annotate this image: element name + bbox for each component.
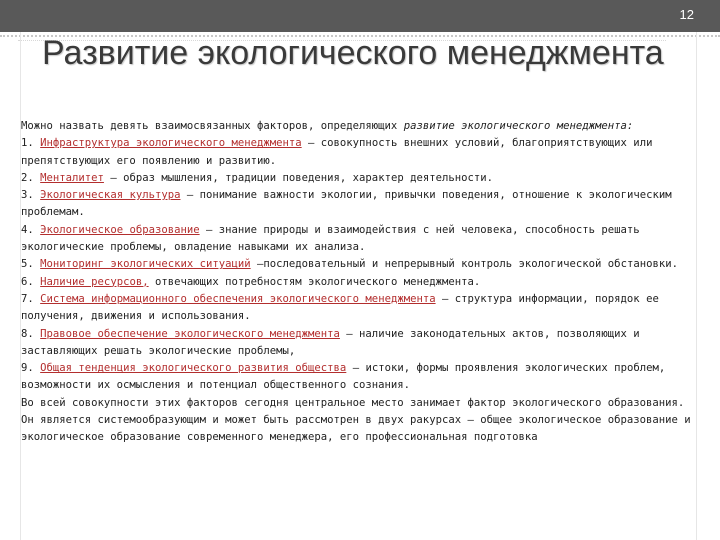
factor-term-link[interactable]: Менталитет [40,171,104,184]
factor-term-link[interactable]: Мониторинг экологических ситуаций [40,258,251,271]
factor-number: 9. [21,362,34,375]
factor-number: 2. [21,171,34,184]
factor-item [7,222,697,257]
factor-term-link[interactable]: Система информационного обеспечения экологического менеджмента [40,292,436,305]
factor-term-link[interactable]: Правовое обеспечение экологического менеджмента [40,327,340,340]
factor-description: – наличие законодательных актов, позволяющих и заставляющих решать экологические проблемы, [21,327,640,357]
factor-term-link[interactable]: Экологическая культура [40,189,181,202]
factor-list [7,135,697,394]
factor-term-link[interactable]: Инфраструктура экологического менеджмента [40,137,302,150]
factor-number: 1. [21,137,34,150]
factor-number: 4. [21,223,34,236]
factor-term-link[interactable]: Экологическое образование [40,223,200,236]
factor-item [7,360,697,395]
intro-emphasis: развитие экологического менеджмента: [403,120,634,132]
factor-number: 8. [21,327,34,340]
factor-item [7,187,697,222]
top-bar [0,0,720,32]
factor-description: – совокупность внешних условий, благоприятствующих или препятствующих его появлению и развитию. [21,137,653,167]
factor-description: – знание природы и взаимодействия с ней человека, способность решать экологические проблемы, овладение навыками их анализа. [21,223,640,254]
factor-description: – понимание важности экологии, привычки поведения, отношение к экологическим проблемам. [21,189,672,219]
factor-item [7,256,697,273]
factor-item [7,291,697,326]
factor-number: 3. [21,189,34,202]
conclusion-paragraph: Во всей совокупности этих факторов сегодня центральное место занимает фактор экологического образования. Он является системообразующим и может быть рассмотрен в двух ракурсах – общее экологическое образование и экологическое образование современного менеджера, его профессиональная подготовка [21,396,691,444]
factor-number: 7. [21,292,34,305]
page-number: 12 [679,7,694,22]
intro-text: Можно назвать девять взаимосвязанных факторов, определяющих [21,120,404,132]
factor-number: 6. [21,275,34,288]
factor-item [7,135,697,170]
slide-title: Развитие экологического менеджмента [42,34,664,72]
factor-description: – образ мышления, традиции поведения, характер деятельности. [103,171,493,184]
factor-number: 5. [21,258,34,271]
factor-description: – структура информации, порядок ее получения, движения и использования. [21,292,659,323]
factor-item [7,274,697,291]
factor-term-link[interactable]: Наличие ресурсов, [40,275,149,288]
intro-paragraph [7,118,697,135]
factor-description: –последовательный и непрерывный контроль экологической обстановки. [250,258,678,271]
factor-item [7,170,697,187]
factor-description: отвечающих потребностям экологического менеджмента. [148,275,481,288]
factor-term-link[interactable]: Общая тенденция экологического развития общества [40,362,347,375]
slide-body [7,118,697,447]
factor-item [7,326,697,361]
factor-description: – истоки, формы проявления экологических проблем, возможности их осмысления и потенциал общественного сознания. [21,362,666,392]
